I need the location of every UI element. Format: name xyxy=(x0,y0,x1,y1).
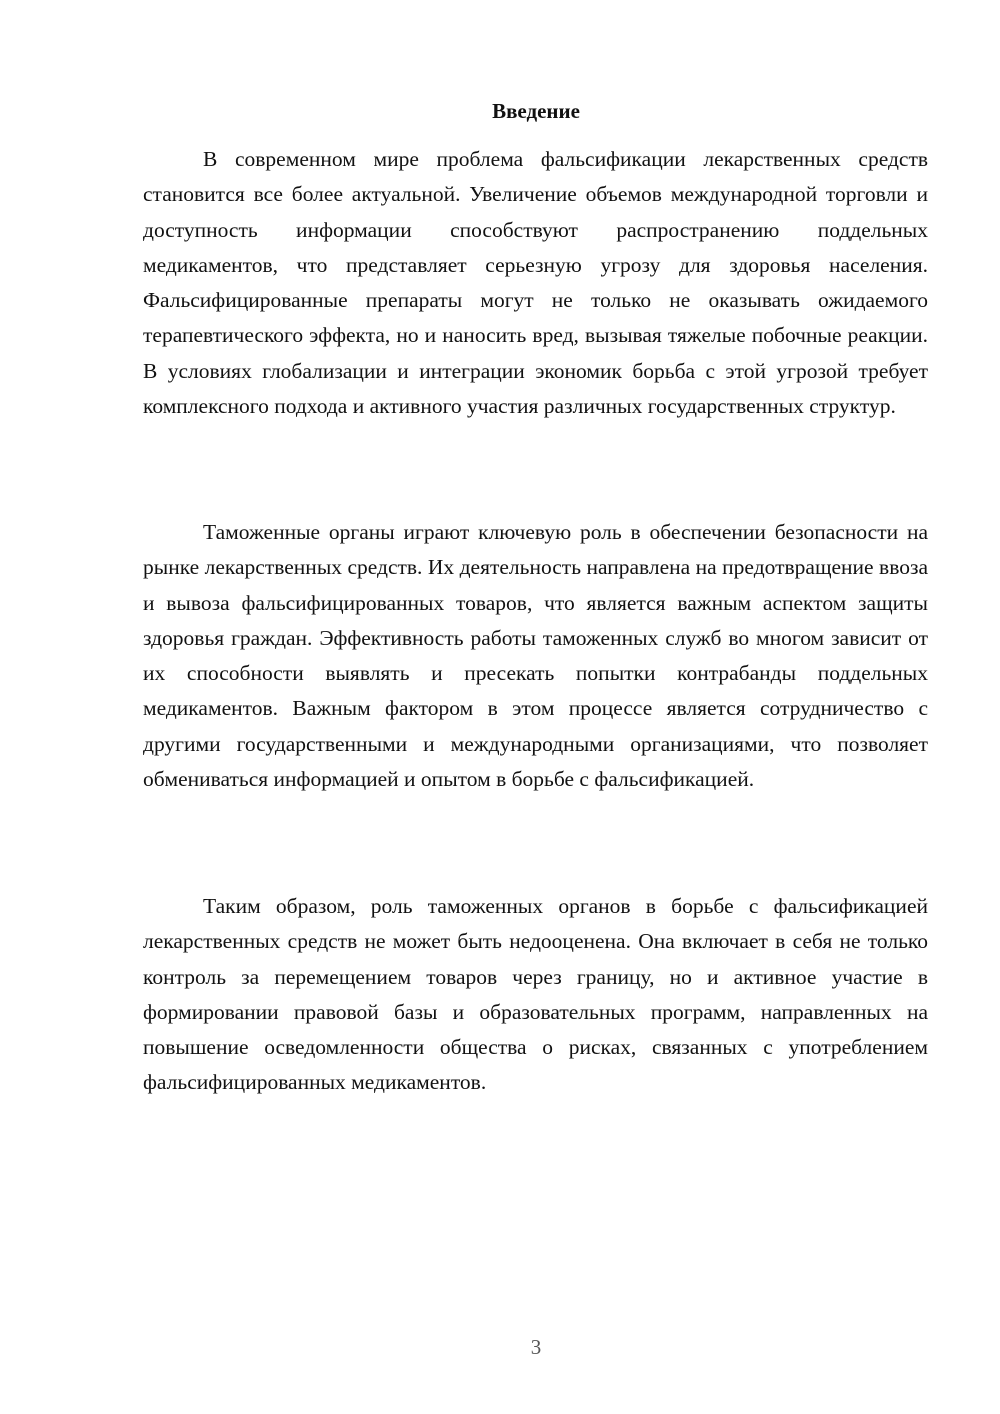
paragraph-2-container xyxy=(143,515,928,797)
paragraph-1: В современном мире проблема фальсификации лекарственных средств становится все более актуальной. Увеличение объемов международной торговли и доступность информации способствуют распространению поддельных медикаментов, что представляет серьезную угрозу для здоровья населения. Фальсифицированные препараты могут не только не оказывать ожидаемого терапевтического эффекта, но и наносить вред, вызывая тяжелые побочные реакции. В условиях глобализации и интеграции экономик борьба с этой угрозой требует комплексного подхода и активного участия различных государственных структур. xyxy=(143,147,928,419)
paragraph-3: Таким образом, роль таможенных органов в борьбе с фальсификацией лекарственных средств не может быть недооценена. Она включает в себя не только контроль за перемещением товаров через границу, но и активное участие в формировании правовой базы и образовательных программ, направленных на повышение осведомленности общества о рисках, связанных с употреблением фальсифицированных медикаментов. xyxy=(143,894,928,1095)
paragraph-3-container xyxy=(143,889,928,1101)
paragraph-2: Таможенные органы играют ключевую роль в обеспечении безопасности на рынке лекарственных средств. Их деятельность направлена на предотвращение ввоза и вывоза фальсифицированных товаров, что является важным аспектом защиты здоровья граждан. Эффективность работы таможенных служб во многом зависит от их способности выявлять и пресекать попытки контрабанды поддельных медикаментов. Важным фактором в этом процессе является сотрудничество с другими государственными и международными организациями, что позволяет обмениваться информацией и опытом в борьбе с фальсификацией. xyxy=(143,520,928,792)
paragraph-1-container xyxy=(143,142,928,424)
section-heading: Введение xyxy=(492,99,580,123)
page-number: 3 xyxy=(530,1335,542,1359)
